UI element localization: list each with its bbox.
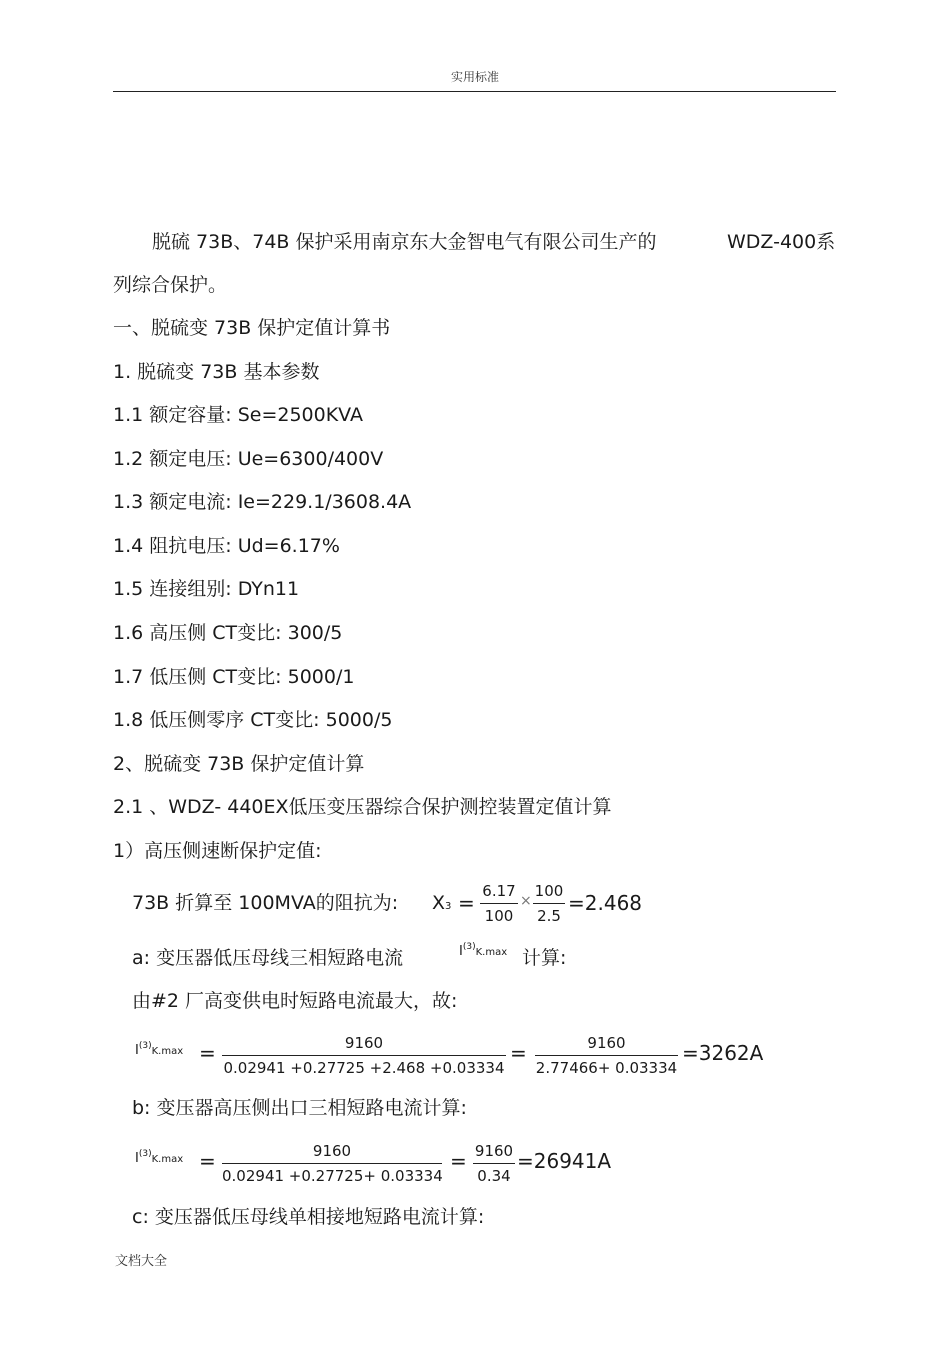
formula2-symbol: $I^{(3)}K.\max$ [135,1041,184,1058]
header-rule [113,91,836,92]
calc-a-symbol: $I^{(3)}K.\max$ [459,942,508,959]
formula2-equals: = [199,1041,216,1065]
impedance-result: =2.468 [568,891,643,915]
param-rated-capacity: 1.1 额定容量: Se=2500KVA [113,404,363,426]
calc-b-text: b: 变压器高压侧出口三相短路电流计算: [132,1097,467,1119]
formula3-equals: = [199,1149,216,1173]
calc-c-text: c: 变压器低压母线单相接地短路电流计算: [132,1206,485,1228]
param-rated-voltage: 1.2 额定电压: Ue=6300/400V [113,448,384,470]
formula2-equals-2: = [510,1041,527,1065]
intro-text-a: 脱硫 73B、74B 保护采用南京东大金智电气有限公司生产的 [152,231,657,253]
calc-section-title: 2、脱硫变 73B 保护定值计算 [113,753,365,775]
page-header: 实用标准 [450,70,499,84]
impedance-var: X3 [432,892,452,914]
intro-text-b: WDZ-400系 [727,231,836,253]
impedance-fraction-2: 100 2.5 [534,882,564,925]
formula3-symbol: $I^{(3)}K.\max$ [135,1149,184,1166]
formula2-fraction-2: 9160 2.77466+ 0.03334 [535,1034,678,1077]
param-hv-ct-ratio: 1.6 高压侧 CT变比: 300/5 [113,622,343,644]
formula2-fraction-1: 9160 0.02941 +0.27725 +2.468 +0.03334 [223,1034,505,1077]
device-calc-heading: 2.1 、WDZ- 440EX低压变压器综合保护测控装置定值计算 [113,796,612,818]
impedance-lead-text: 73B 折算至 100MVA的阻抗为: [132,892,399,914]
param-heading: 1. 脱硫变 73B 基本参数 [113,361,320,383]
calc-a-text: a: 变压器低压母线三相短路电流 [132,947,404,969]
formula3-fraction-2: 9160 0.34 [474,1142,514,1185]
page-footer: 文档大全 [115,1254,168,1269]
param-lv-zero-seq-ct-ratio: 1.8 低压侧零序 CT变比: 5000/5 [113,709,393,731]
impedance-fraction-1: 6.17 100 [480,882,518,925]
formula3-result: =26941A [517,1149,612,1173]
formula3-fraction-1: 9160 0.02941 +0.27725+ 0.03334 [222,1142,443,1185]
param-connection-group: 1.5 连接组别: DYn11 [113,578,300,600]
formula2-result: =3262A [682,1041,764,1065]
max-current-note: 由#2 厂高变供电时短路电流最大，故: [132,990,458,1012]
impedance-equals: = [458,891,475,915]
param-rated-current: 1.3 额定电流: Ie=229.1/3608.4A [113,491,412,513]
formula3-equals-2: = [450,1149,467,1173]
param-impedance-voltage: 1.4 阻抗电压: Ud=6.17% [113,535,340,557]
param-lv-ct-ratio: 1.7 低压侧 CT变比: 5000/1 [113,666,355,688]
section-title: 一、脱硫变 73B 保护定值计算书 [113,317,391,339]
hv-quick-break-heading: 1）高压侧速断保护定值: [113,840,322,862]
times-sign: × [520,893,532,909]
intro-text-c: 列综合保护。 [113,274,228,296]
calc-a-tail: 计算: [522,947,567,969]
